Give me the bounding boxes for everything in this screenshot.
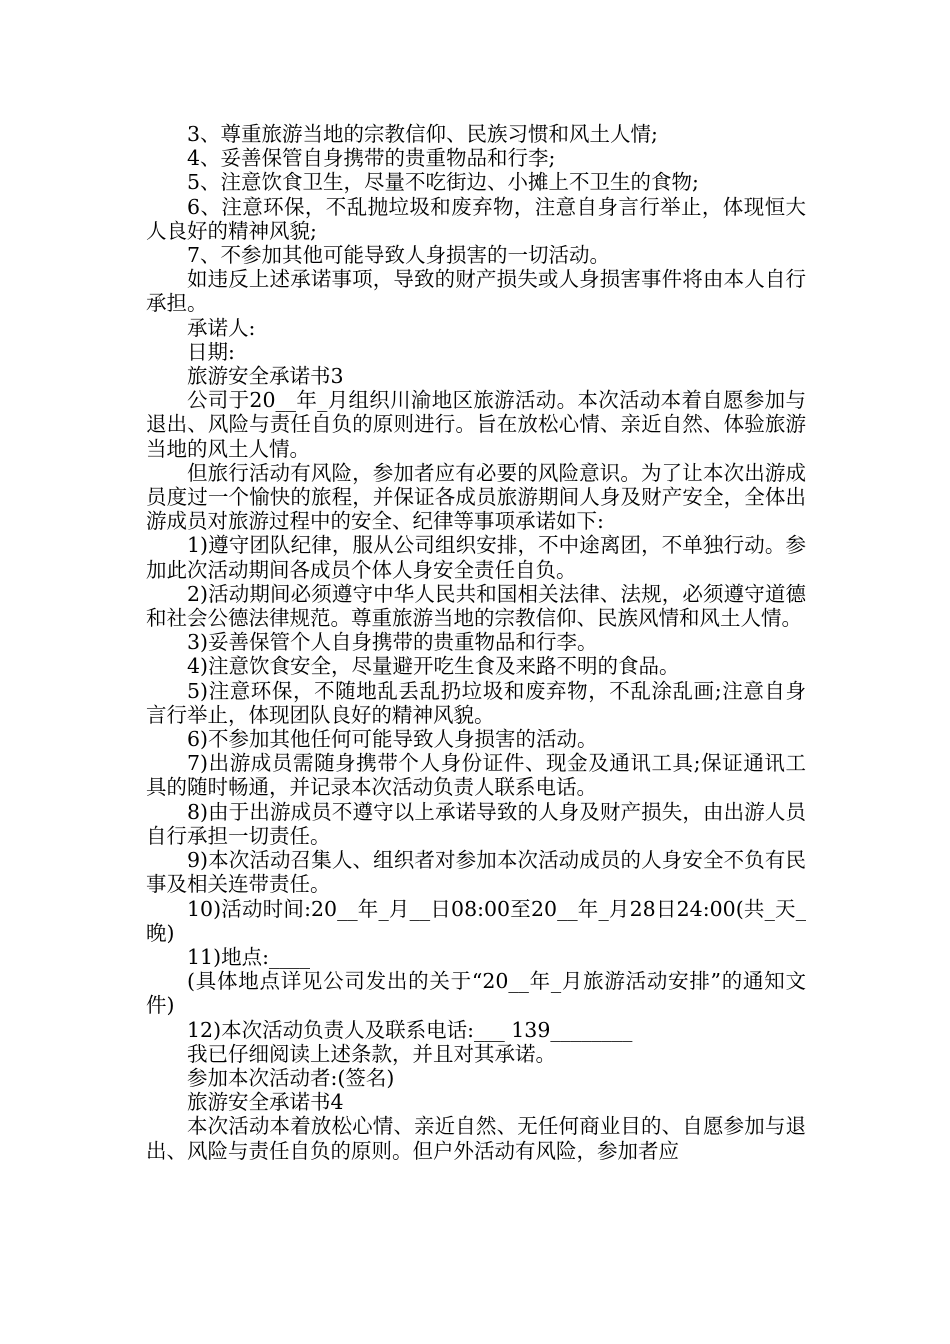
list-item: 2)活动期间必须遵守中华人民共和国相关法律、法规，必须遵守道德和社会公德法律规范。尊重旅游当地的宗教信仰、民族风情和风土人情。 [146,581,806,631]
paragraph: 但旅行活动有风险，参加者应有必要的风险意识。为了让本次出游成员度过一个愉快的旅程，并保证各成员旅游期间人身及财产安全，全体出游成员对旅游过程中的安全、纪律等事项承诺如下: [146,460,806,534]
list-item: 12)本次活动负责人及联系电话:___ 139________ [187,1017,633,1042]
signature-label: 参加本次活动者:(签名) [187,1065,395,1090]
list-item: 1)遵守团队纪律，服从公司组织安排，不中途离团，不单独行动。参加此次活动期间各成员个体人身安全责任自负。 [146,533,806,582]
list-item: 9)本次活动召集人、组织者对参加本次活动成员的人身安全不负有民事及相关连带责任。 [146,848,806,897]
paragraph: 5、注意饮食卫生，尽量不吃街边、小摊上不卫生的食物; [187,170,699,195]
paragraph: 6、注意环保，不乱抛垃圾和废弃物，注意自身言行举止，体现恒大人良好的精神风貌; [146,194,806,243]
document-page [146,122,806,1163]
list-item: 10)活动时间:20__年_月__日08:00至20__年_月28日24:00(共_天_晚) [146,896,806,945]
paragraph: 本次活动本着放松心情、亲近自然、无任何商业目的、自愿参加与退出、风险与责任自负的原则。但户外活动有风险，参加者应 [146,1114,806,1163]
list-item: 3)妥善保管个人自身携带的贵重物品和行李。 [187,630,598,655]
list-item: 5)注意环保，不随地乱丢乱扔垃圾和废弃物，不乱涂乱画;注意自身言行举止，体现团队良好的精神风貌。 [146,678,806,727]
section-title: 旅游安全承诺书3 [187,364,344,389]
paragraph: 我已仔细阅读上述条款，并且对其承诺。 [187,1041,556,1066]
list-item: 8)由于出游成员不遵守以上承诺导致的人身及财产损失，由出游人员自行承担一切责任。 [146,799,806,848]
list-item: 7)出游成员需随身携带个人身份证件、现金及通讯工具;保证通讯工具的随时畅通，并记录本次活动负责人联系电话。 [146,751,806,800]
paragraph: 4、妥善保管自身携带的贵重物品和行李; [187,146,556,171]
paragraph: (具体地点详见公司发出的关于“20__年_月旅游活动安排”的通知文件) [146,969,806,1018]
paragraph: 公司于20__年_月组织川渝地区旅游活动。本次活动本着自愿参加与退出、风险与责任自负的原则进行。旨在放松心情、亲近自然、体验旅游当地的风土人情。 [146,388,806,461]
list-item: 11)地点:____ [187,944,310,969]
date-label: 日期: [187,339,235,364]
paragraph: 3、尊重旅游当地的宗教信仰、民族习惯和风土人情; [187,122,658,146]
paragraph: 7、不参加其他可能导致人身损害的一切活动。 [187,243,611,268]
list-item: 6)不参加其他任何可能导致人身损害的活动。 [187,727,598,752]
signatory-label: 承诺人: [187,315,256,340]
list-item: 4)注意饮食安全，尽量避开吃生食及来路不明的食品。 [187,654,680,679]
section-title: 旅游安全承诺书4 [187,1090,344,1115]
paragraph: 如违反上述承诺事项，导致的财产损失或人身损害事件将由本人自行承担。 [146,267,806,316]
